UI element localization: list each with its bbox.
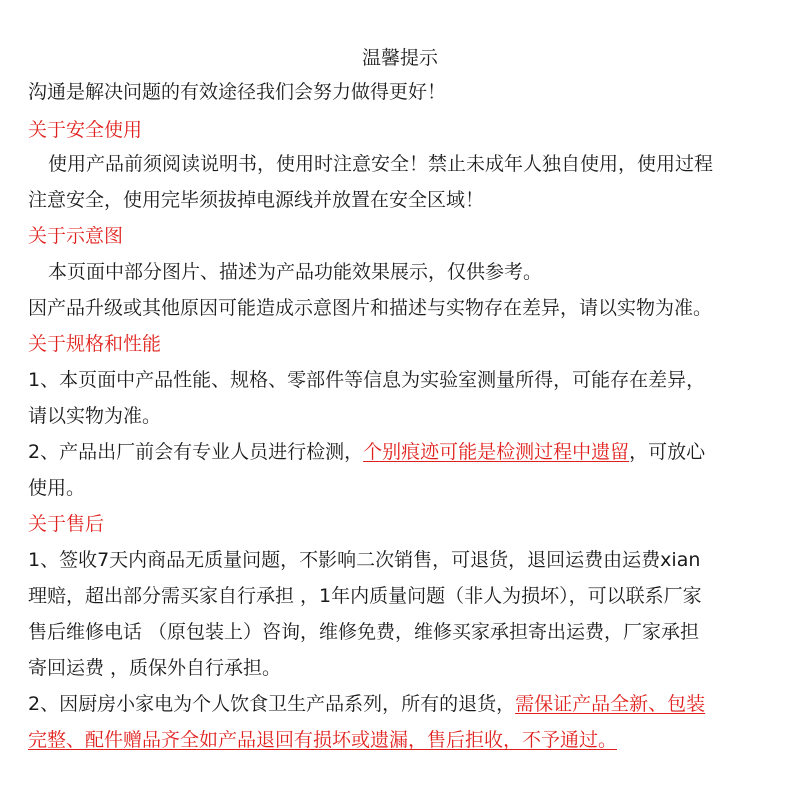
specs-item2-line-2: 使用。 — [28, 477, 86, 499]
aftersales-item2-line-2 — [28, 726, 778, 754]
illustration-text-line-2: 因产品升级或其他原因可能造成示意图片和描述与实物存在差异，请以实物为准。 — [28, 297, 713, 319]
aftersales-item1-line-2: 理赔，超出部分需买家自行承担 ，1年内质量问题（非人为损坏），可以联系厂家 — [28, 585, 702, 607]
aftersales-item2-prefix: 2、因厨房小家电为个人饮食卫生产品系列，所有的退货， — [28, 693, 516, 715]
section-heading-specs: 关于规格和性能 — [28, 333, 162, 355]
safety-text-line-2: 注意安全，使用完毕须拔掉电源线并放置在安全区域！ — [28, 189, 485, 211]
specs-item1-line-1: 1、本页面中产品性能、规格、零部件等信息为实验室测量所得，可能存在差异， — [28, 369, 706, 391]
specs-item2-highlight: 个别痕迹可能是检测过程中遗留 — [363, 441, 630, 463]
intro-text: 沟通是解决问题的有效途径我们会努力做得更好！ — [28, 81, 447, 103]
illustration-text-line-1: 本页面中部分图片、描述为产品功能效果展示，仅供参考。 — [48, 261, 543, 283]
section-heading-illustration: 关于示意图 — [28, 225, 124, 247]
specs-item2-line-1 — [28, 438, 778, 466]
safety-text-line-1: 使用产品前须阅读说明书，使用时注意安全！禁止未成年人独自使用，使用过程 — [48, 153, 714, 175]
specs-item2-prefix: 2、产品出厂前会有专业人员进行检测， — [28, 441, 364, 463]
specs-item1-line-2: 请以实物为准。 — [28, 405, 162, 427]
aftersales-item2-highlight-cont: 完整、配件赠品齐全如产品退回有损坏或遗漏，售后拒收，不予通过。 — [28, 729, 618, 751]
section-heading-aftersales: 关于售后 — [28, 513, 105, 535]
page-title: 温馨提示 — [361, 47, 438, 69]
section-heading-safety: 关于安全使用 — [28, 119, 143, 141]
aftersales-item1-line-1: 1、签收7天内商品无质量问题，不影响二次销售，可退货，退回运费由运费xian — [28, 549, 701, 571]
aftersales-item1-line-3: 售后维修电话 （原包装上）咨询，维修免费，维修买家承担寄出运费，厂家承担 — [28, 621, 700, 643]
aftersales-item2-line-1 — [28, 690, 778, 718]
specs-item2-suffix: ，可放心 — [629, 441, 706, 463]
aftersales-item1-line-4: 寄回运费 ，质保外自行承担。 — [28, 657, 282, 679]
aftersales-item2-highlight: 需保证产品全新、包装 — [515, 693, 706, 715]
